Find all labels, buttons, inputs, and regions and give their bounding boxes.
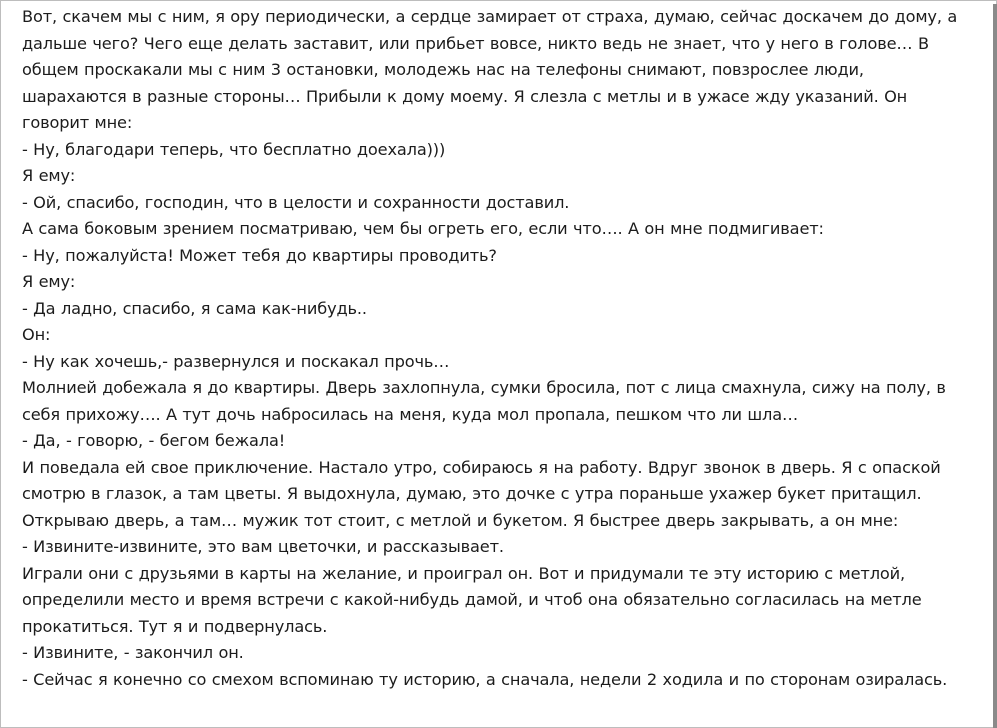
text-line: шарахаются в разные стороны… Прибыли к дому моему. Я слезла с метлы и в ужасе жду указаний. Он	[22, 86, 908, 106]
text-line: - Извините-извините, это вам цветочки, и рассказывает.	[22, 537, 504, 556]
text-line: прокатиться. Тут я и подвернулась.	[22, 616, 328, 636]
text-line: смотрю в глазок, а там цветы. Я выдохнула, думаю, это дочке с утра пораньше ухажер букет притащил.	[22, 484, 922, 503]
text-line: - Ну как хочешь,- развернулся и поскакал прочь…	[22, 351, 450, 371]
text-line: - Ой, спасибо, господин, что в целости и сохранности доставил.	[22, 192, 570, 212]
text-line: - Извините, - закончил он.	[22, 643, 244, 662]
text-line: Он:	[22, 325, 51, 344]
text-line: дальше чего? Чего еще делать заставит, или прибьет вовсе, никто ведь не знает, что у него в голове… В	[22, 33, 929, 53]
text-line: Я ему:	[22, 272, 76, 291]
panel-shadow	[993, 4, 997, 728]
text-line: общем проскакали мы с ним 3 остановки, молодежь нас на телефоны снимают, повзрослее люди,	[22, 60, 864, 79]
text-line: говорит мне:	[22, 113, 133, 132]
text-line: определили место и время встречи с какой-нибудь дамой, и чтоб она обязательно согласилась на метле	[22, 590, 922, 609]
text-line: Открываю дверь, а там… мужик тот стоит, с метлой и букетом. Я быстрее дверь закрывать, а он мне:	[22, 510, 899, 530]
text-line: - Ну, благодари теперь, что бесплатно доехала)))	[22, 139, 446, 159]
text-line: - Да ладно, спасибо, я сама как-нибудь..	[22, 298, 367, 318]
story-text	[22, 4, 977, 693]
text-line: А сама боковым зрением посматриваю, чем бы огреть его, если что…. А он мне подмигивает:	[22, 219, 824, 238]
text-line: - Сейчас я конечно со смехом вспоминаю ту историю, а сначала, недели 2 ходила и по сторонам озиралась.	[22, 669, 948, 689]
text-line: себя прихожу…. А тут дочь набросилась на меня, куда мол пропала, пешком что ли шла…	[22, 404, 799, 424]
text-line: Играли они с друзьями в карты на желание, и проиграл он. Вот и придумали те эту историю с метлой,	[22, 563, 906, 583]
text-line: Молнией добежала я до квартиры. Дверь захлопнула, сумки бросила, пот с лица смахнула, сижу на полу, в	[22, 378, 946, 397]
text-line: Вот, скачем мы с ним, я ору периодически, а сердце замирает от страха, думаю, сейчас доскачем до дому, а	[22, 7, 958, 26]
text-line: - Да, - говорю, - бегом бежала!	[22, 431, 286, 450]
text-line: - Ну, пожалуйста! Может тебя до квартиры проводить?	[22, 245, 497, 265]
text-line: И поведала ей свое приключение. Настало утро, собираюсь я на работу. Вдруг звонок в дверь. Я с опаской	[22, 457, 941, 477]
text-line: Я ему:	[22, 166, 76, 185]
